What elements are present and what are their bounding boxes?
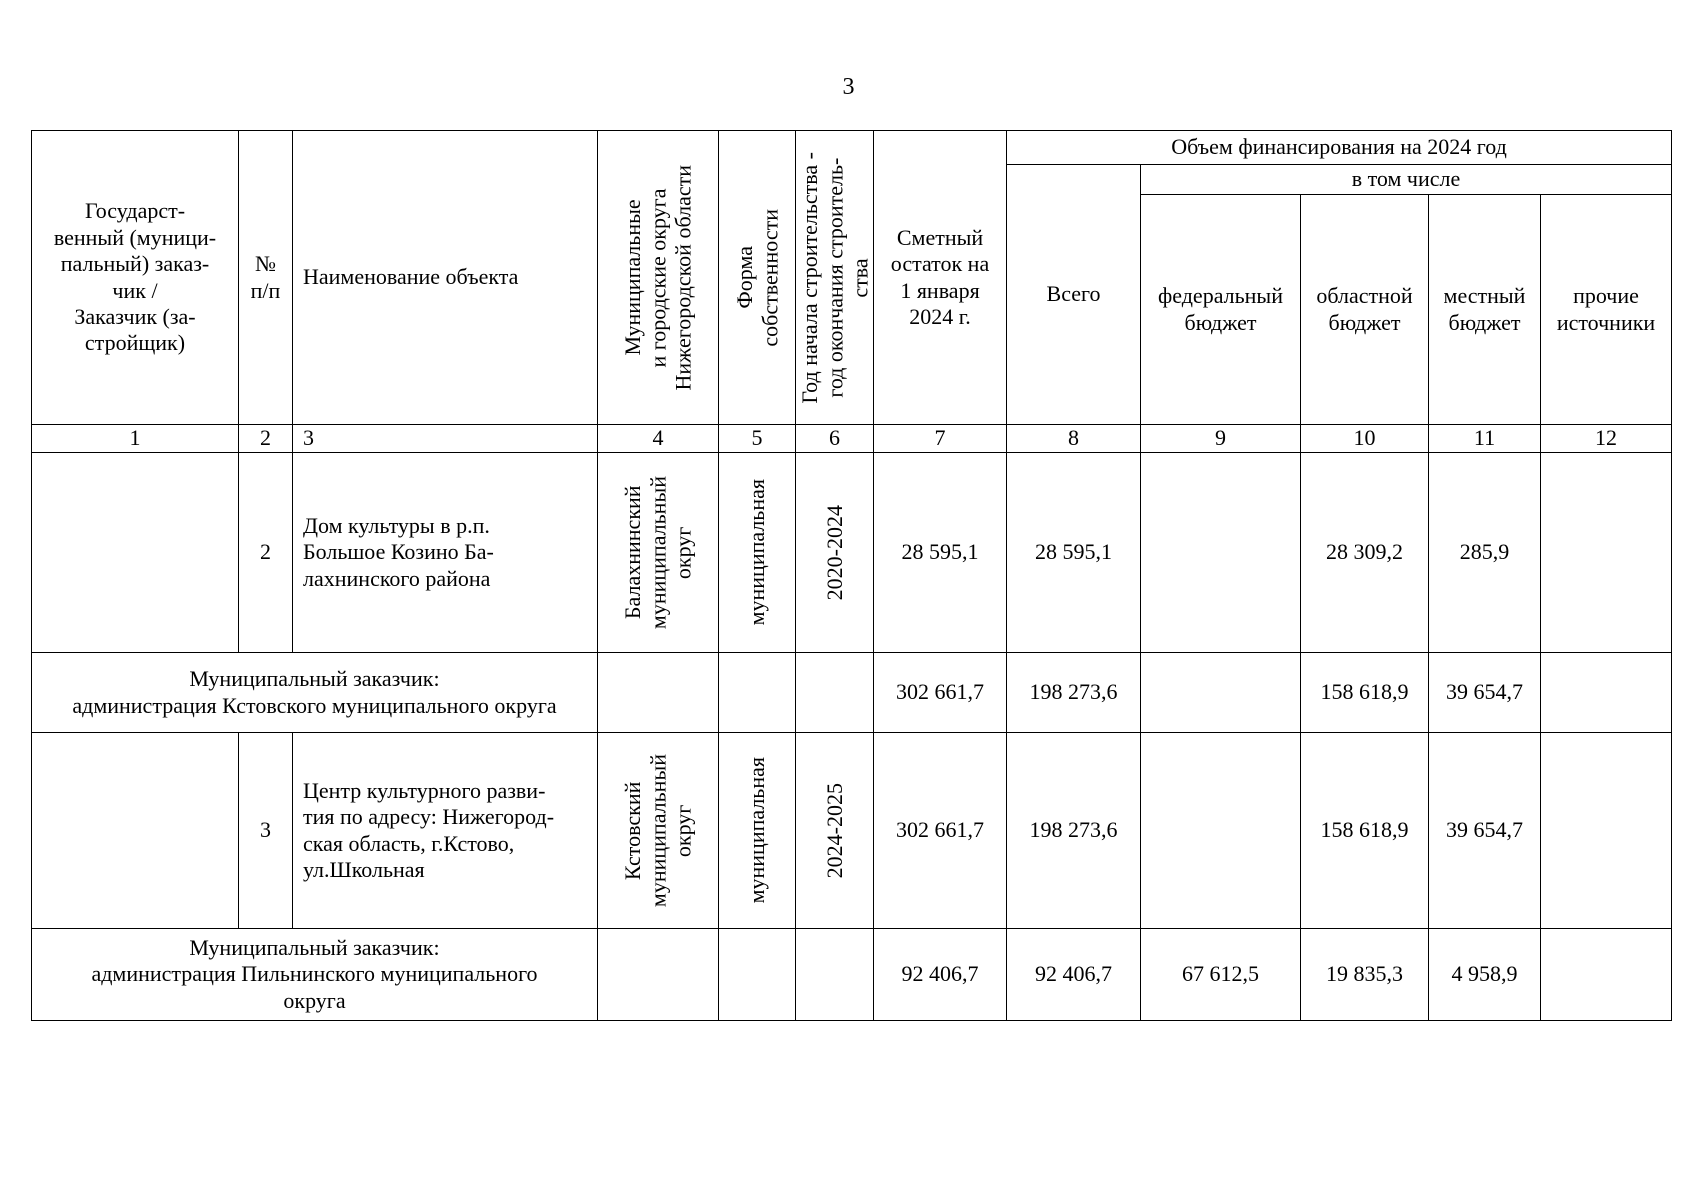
table-row bbox=[32, 733, 1672, 929]
empty-cell bbox=[598, 653, 719, 733]
customer-cell bbox=[32, 733, 239, 929]
header-federal: федеральный бюджет bbox=[1141, 195, 1301, 425]
other-cell bbox=[1541, 653, 1672, 733]
column-number: 6 bbox=[796, 425, 874, 453]
empty-cell bbox=[719, 929, 796, 1021]
regional-cell: 158 618,9 bbox=[1301, 733, 1429, 929]
federal-cell: 67 612,5 bbox=[1141, 929, 1301, 1021]
header-customer: Государст- венный (муници- пальный) заказ- чик / Заказчик (за- стройщик) bbox=[32, 131, 239, 425]
header-num: № п/п bbox=[239, 131, 293, 425]
column-number: 7 bbox=[874, 425, 1007, 453]
total-cell: 92 406,7 bbox=[1007, 929, 1141, 1021]
group-row bbox=[32, 929, 1672, 1021]
column-number: 2 bbox=[239, 425, 293, 453]
header-municipal-districts: Муниципальные и городские округа Нижегородской области bbox=[598, 131, 719, 425]
federal-cell bbox=[1141, 733, 1301, 929]
district-cell: Кстовский муниципальный округ bbox=[598, 733, 719, 929]
column-number: 8 bbox=[1007, 425, 1141, 453]
header-years: Год начала строительства - год окончания строитель- ства bbox=[796, 131, 874, 425]
header-ownership: Форма собственности bbox=[719, 131, 796, 425]
financing-table bbox=[31, 130, 1672, 1021]
federal-cell bbox=[1141, 653, 1301, 733]
column-number: 4 bbox=[598, 425, 719, 453]
group-label: Муниципальный заказчик: администрация Кстовского муниципального округа bbox=[32, 653, 598, 733]
column-number: 11 bbox=[1429, 425, 1541, 453]
page-number: 3 bbox=[842, 74, 855, 100]
local-cell: 39 654,7 bbox=[1429, 733, 1541, 929]
object-name: Центр культурного разви- тия по адресу: Нижегород- ская область, г.Кстово, ул.Школьная bbox=[293, 733, 598, 929]
header-including: в том числе bbox=[1141, 165, 1672, 195]
header-object-name: Наименование объекта bbox=[293, 131, 598, 425]
empty-cell bbox=[796, 653, 874, 733]
years-cell: 2020-2024 bbox=[796, 453, 874, 653]
empty-cell bbox=[598, 929, 719, 1021]
regional-cell: 28 309,2 bbox=[1301, 453, 1429, 653]
header-local: местный бюджет bbox=[1429, 195, 1541, 425]
row-number: 3 bbox=[239, 733, 293, 929]
column-numbers-row bbox=[32, 425, 1672, 453]
header-financing-title: Объем финансирования на 2024 год bbox=[1007, 131, 1672, 165]
local-cell: 285,9 bbox=[1429, 453, 1541, 653]
total-cell: 28 595,1 bbox=[1007, 453, 1141, 653]
header-regional: областной бюджет bbox=[1301, 195, 1429, 425]
regional-cell: 158 618,9 bbox=[1301, 653, 1429, 733]
regional-cell: 19 835,3 bbox=[1301, 929, 1429, 1021]
federal-cell bbox=[1141, 453, 1301, 653]
empty-cell bbox=[719, 653, 796, 733]
column-number: 3 bbox=[293, 425, 598, 453]
ownership-cell: муниципальная bbox=[719, 733, 796, 929]
other-cell bbox=[1541, 929, 1672, 1021]
total-cell: 198 273,6 bbox=[1007, 653, 1141, 733]
total-cell: 198 273,6 bbox=[1007, 733, 1141, 929]
header-estimated-balance: Сметный остаток на 1 января 2024 г. bbox=[874, 131, 1007, 425]
ownership-cell: муниципальная bbox=[719, 453, 796, 653]
row-number: 2 bbox=[239, 453, 293, 653]
group-label: Муниципальный заказчик: администрация Пильнинского муниципального округа bbox=[32, 929, 598, 1021]
district-cell: Балахнинский муниципальный округ bbox=[598, 453, 719, 653]
header-total: Всего bbox=[1007, 165, 1141, 425]
balance-cell: 92 406,7 bbox=[874, 929, 1007, 1021]
local-cell: 39 654,7 bbox=[1429, 653, 1541, 733]
table-row bbox=[32, 453, 1672, 653]
empty-cell bbox=[796, 929, 874, 1021]
header-other: прочие источники bbox=[1541, 195, 1672, 425]
years-cell: 2024-2025 bbox=[796, 733, 874, 929]
balance-cell: 302 661,7 bbox=[874, 733, 1007, 929]
other-cell bbox=[1541, 453, 1672, 653]
other-cell bbox=[1541, 733, 1672, 929]
column-number: 5 bbox=[719, 425, 796, 453]
balance-cell: 302 661,7 bbox=[874, 653, 1007, 733]
customer-cell bbox=[32, 453, 239, 653]
column-number: 9 bbox=[1141, 425, 1301, 453]
local-cell: 4 958,9 bbox=[1429, 929, 1541, 1021]
column-number: 10 bbox=[1301, 425, 1429, 453]
group-row bbox=[32, 653, 1672, 733]
object-name: Дом культуры в р.п. Большое Козино Ба- лахнинского района bbox=[293, 453, 598, 653]
column-number: 12 bbox=[1541, 425, 1672, 453]
column-number: 1 bbox=[32, 425, 239, 453]
balance-cell: 28 595,1 bbox=[874, 453, 1007, 653]
